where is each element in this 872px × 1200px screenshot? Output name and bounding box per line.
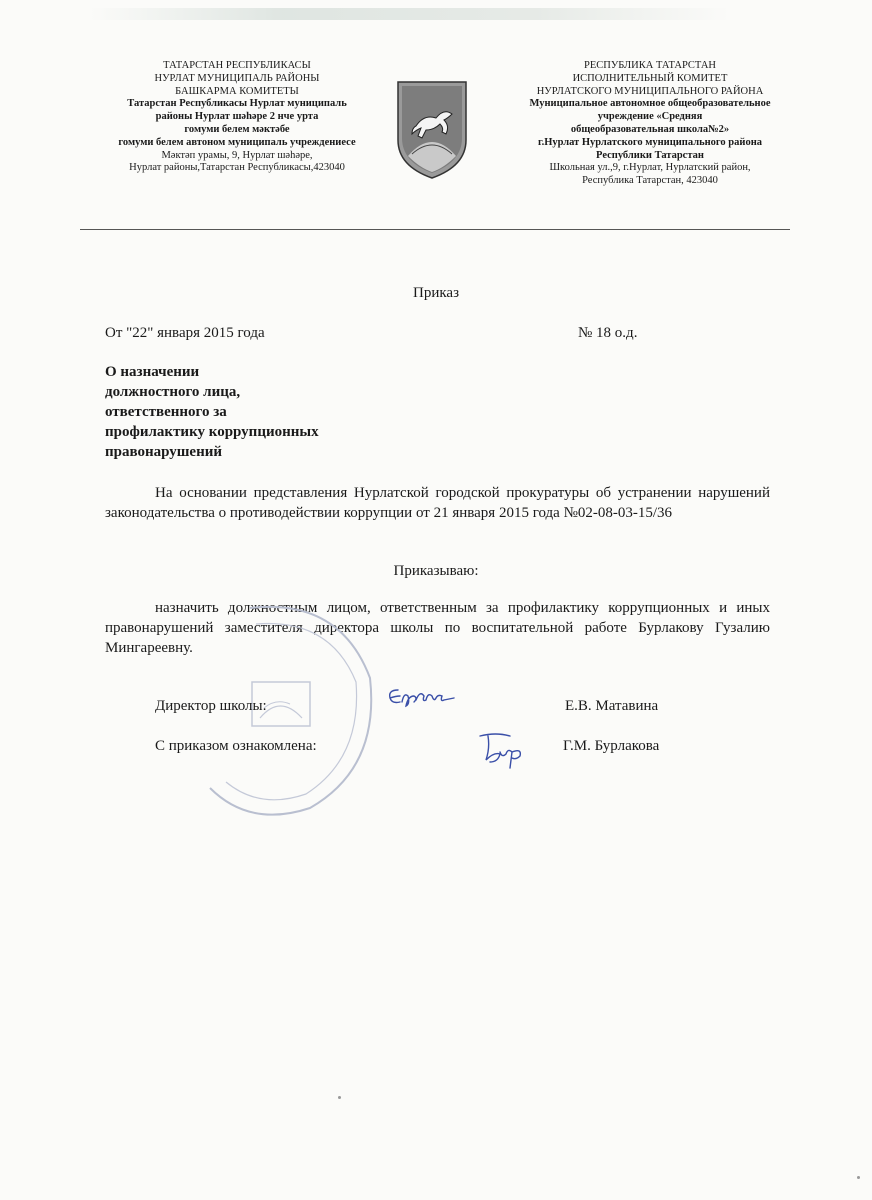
subject-line: О назначении (105, 364, 200, 380)
header-right-line: РЕСПУБЛИКА ТАТАРСТАН (583, 60, 716, 71)
director-signature-icon (384, 682, 456, 714)
scan-speck (338, 1096, 341, 1099)
document-title: Приказ (412, 285, 459, 301)
acknowledged-name: Г.М. Бурлакова (563, 738, 660, 754)
coat-of-arms-icon (394, 78, 470, 180)
document-number: № 18 о.д. (578, 325, 638, 341)
scan-speck (857, 1176, 860, 1179)
scan-streak (90, 8, 730, 20)
header-left-line: БАШКАРМА КОМИТЕТЫ (175, 85, 299, 97)
subject-line: ответственного за (105, 404, 227, 420)
header-divider (80, 229, 790, 230)
header-right-line: Республики Татарстан (596, 149, 704, 161)
order-word: Приказываю: (393, 563, 479, 579)
header-left-line: гомуми белем автоном муниципаль учреждениесе (118, 136, 356, 148)
header-right (505, 60, 795, 188)
subject-line: профилактику коррупционных (105, 424, 319, 440)
director-label: Директор школы: (155, 698, 267, 714)
header-right-line: общеобразовательная школа№2» (570, 123, 730, 135)
acknowledgement-signature-icon (470, 730, 530, 770)
header-left-line: гомуми белем мәктәбе (184, 123, 290, 135)
document-subject (105, 362, 405, 462)
header-left-line: ТАТАРСТАН РЕСПУБЛИКАСЫ (163, 60, 311, 71)
header-left-line: Нурлат районы,Татарстан Республикасы,423040 (129, 162, 345, 174)
acknowledged-label: С приказом ознакомлена: (155, 738, 317, 754)
header-right-line: Муниципальное автономное общеобразовательное (529, 98, 771, 110)
basis-paragraph: На основании представления Нурлатской городской прокуратуры об устранении нарушений законодательства о противодействии коррупции от 21 января 2015 года №02-08-03-15/36 (105, 485, 770, 521)
header-right-line: ИСПОЛНИТЕЛЬНЫЙ КОМИТЕТ (572, 72, 728, 84)
header-left-line: НУРЛАТ МУНИЦИПАЛЬ РАЙОНЫ (154, 72, 320, 84)
document-date: От "22" января 2015 года (105, 325, 265, 341)
header-right-line: НУРЛАТСКОГО МУНИЦИПАЛЬНОГО РАЙОНА (536, 85, 764, 97)
order-paragraph: назначить должностным лицом, ответственным за профилактику коррупционных и иных правонарушений заместителя директора школы по воспитательной работе Бурлакову Гузалию Мингареевну. (105, 600, 770, 656)
header-left (92, 60, 382, 175)
header-right-line: г.Нурлат Нурлатского муниципального района (537, 136, 763, 148)
header-right-line: учреждение «Средняя (597, 111, 703, 123)
subject-line: должностного лица, (105, 384, 241, 400)
header-left-line: Татарстан Республикасы Нурлат муниципаль (127, 98, 347, 110)
director-name: Е.В. Матавина (565, 698, 659, 714)
subject-line: правонарушений (105, 444, 223, 460)
header-right-line: Республика Татарстан, 423040 (582, 175, 718, 187)
header-left-line: Мәктәп урамы, 9, Нурлат шәһәре, (161, 149, 313, 161)
header-right-line: Школьная ул.,9, г.Нурлат, Нурлатский район, (549, 162, 751, 174)
header-left-line: районы Нурлат шәһәре 2 нче урта (155, 111, 319, 123)
